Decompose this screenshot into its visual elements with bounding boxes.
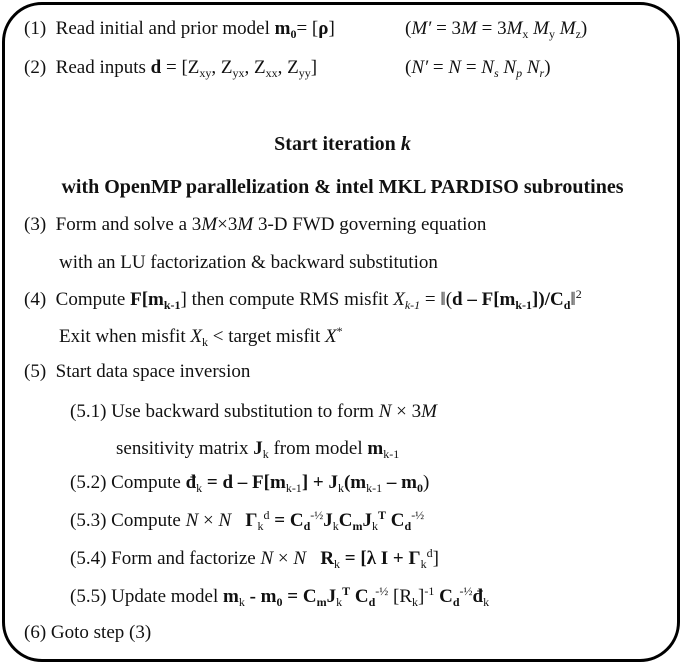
symbol: = [λ I + Γ: [340, 548, 421, 569]
text: , Z: [211, 57, 233, 78]
step-3: [24, 214, 486, 236]
subscript: k-1: [285, 481, 302, 495]
subscript: k: [332, 519, 339, 533]
text: from model: [268, 438, 368, 459]
subscript: m: [352, 519, 363, 533]
text: = [Z: [161, 57, 200, 78]
superscript: -½: [411, 508, 425, 522]
symbol: m: [274, 18, 291, 39]
symbol: = d – F[m: [202, 472, 286, 493]
text: Goto step (3): [50, 622, 152, 643]
step-1-note: [405, 18, 587, 40]
subscript: k: [372, 519, 378, 533]
text: Compute: [111, 510, 186, 531]
step-number: (5.1): [70, 401, 107, 422]
step-number: (2): [24, 57, 47, 78]
step-5-3: [70, 510, 424, 532]
symbol: J: [323, 510, 333, 531]
subscript: k: [334, 557, 341, 571]
symbol: Γ: [245, 510, 258, 531]
superscript: d: [426, 546, 433, 560]
symbol: = C: [282, 586, 317, 607]
subscript: k: [337, 481, 344, 495]
symbol: - m: [244, 586, 277, 607]
symbol: (m: [343, 472, 367, 493]
step-number: (3): [24, 214, 47, 235]
symbol: M: [506, 18, 523, 39]
step-number: (5): [24, 361, 47, 382]
step-text: Read initial and prior model: [55, 18, 270, 39]
symbol: C: [386, 510, 405, 531]
subscript: k: [262, 447, 269, 461]
superscript: *: [336, 324, 343, 338]
text: ]: [432, 548, 439, 569]
text: ] then compute RMS misfit: [180, 289, 394, 310]
subscript: s: [493, 66, 499, 80]
text: Exit when misfit: [59, 326, 191, 347]
superscript: -1: [424, 584, 435, 598]
text: , Z: [277, 57, 299, 78]
subscript: k-1: [366, 481, 383, 495]
step-number: (5.2): [70, 472, 107, 493]
step-3-line-2: [59, 252, 438, 274]
symbol: F: [481, 289, 494, 310]
subscript: k-1: [383, 447, 400, 461]
symbol: N: [503, 57, 517, 78]
heading-start-iteration: [0, 133, 685, 155]
subscript: k-1: [515, 298, 533, 312]
text: with an LU factorization & backward substitution: [59, 252, 438, 273]
subscript: 0: [290, 27, 297, 41]
step-5-4: [70, 548, 439, 570]
symbol: M: [461, 18, 477, 39]
text: 3-D FWD governing equation: [257, 214, 487, 235]
subscript: yx: [232, 66, 245, 80]
step-5-2: [70, 472, 429, 494]
text: ): [544, 57, 551, 78]
symbol: X: [190, 326, 203, 347]
text: ]: [328, 18, 335, 39]
text: =: [428, 57, 449, 78]
heading-parallelization: [0, 176, 685, 198]
text: Start iteration: [274, 133, 401, 155]
subscript: k: [420, 557, 427, 571]
step-4: [24, 289, 582, 311]
text: ): [580, 18, 588, 39]
text: (: [405, 57, 412, 78]
symbol: ] + J: [301, 472, 338, 493]
step-5-1: [70, 401, 437, 423]
superscript: d: [263, 508, 270, 522]
subscript: k: [412, 595, 418, 609]
subscript: k: [238, 595, 245, 609]
text: ×: [273, 548, 294, 569]
text: , Z: [244, 57, 266, 78]
step-4-line-2: [59, 326, 343, 348]
symbol: – m: [382, 472, 417, 493]
step-6: [24, 622, 151, 644]
symbol: N: [185, 510, 199, 531]
symbol: M: [237, 214, 254, 235]
symbol: N: [260, 548, 274, 569]
text: ×: [198, 510, 219, 531]
text: ): [422, 472, 430, 493]
symbol: d: [150, 57, 162, 78]
superscript: -½: [375, 584, 389, 598]
text: = [: [296, 18, 319, 39]
text: Use backward substitution to form: [111, 401, 379, 422]
symbol: đ: [185, 472, 197, 493]
symbol: X: [324, 326, 337, 347]
step-text: Read inputs: [55, 57, 146, 78]
symbol: N: [293, 548, 307, 569]
step-number: (5.5): [70, 586, 107, 607]
symbol: J: [362, 510, 372, 531]
subscript: k: [336, 595, 343, 609]
symbol: = C: [269, 510, 304, 531]
symbol: k: [400, 133, 411, 155]
subscript: xy: [199, 66, 212, 80]
text: sensitivity matrix: [116, 438, 254, 459]
text: = 3: [431, 18, 462, 39]
symbol: ρ: [318, 18, 329, 39]
step-5: [24, 361, 250, 383]
symbol: N: [448, 57, 462, 78]
step-2-note: [405, 57, 551, 79]
symbol: C: [434, 586, 453, 607]
text: ‖: [570, 289, 576, 310]
text: 3: [227, 214, 238, 235]
subscript: d: [303, 519, 311, 533]
text: –: [462, 289, 482, 310]
step-number: (4): [24, 289, 47, 310]
symbol: N: [378, 401, 392, 422]
text: ]: [418, 586, 425, 607]
subscript: d: [404, 519, 412, 533]
symbol: [m: [141, 289, 164, 310]
subscript: m: [316, 595, 327, 609]
symbol: C: [350, 586, 369, 607]
step-2: [24, 57, 317, 79]
symbol: M: [421, 401, 437, 422]
symbol: J: [326, 586, 337, 607]
step-number: (5.4): [70, 548, 107, 569]
text: with OpenMP parallelization & intel MKL PARDISO subroutines: [61, 176, 624, 198]
subscript: k: [257, 519, 264, 533]
symbol: [R: [388, 586, 412, 607]
subscript: xx: [265, 66, 278, 80]
symbol: F: [130, 289, 142, 310]
superscript: -½: [459, 584, 473, 598]
subscript: k-1: [163, 298, 181, 312]
symbol: X: [393, 289, 405, 310]
symbol: m: [223, 586, 239, 607]
superscript: T: [342, 584, 351, 598]
text: (: [405, 18, 412, 39]
symbol: M: [559, 18, 576, 39]
symbol: M: [201, 214, 218, 235]
subscript: z: [575, 27, 581, 41]
text: Start data space inversion: [55, 361, 251, 382]
text: Form and solve a 3: [55, 214, 202, 235]
symbol: N: [526, 57, 540, 78]
text: Compute: [55, 289, 131, 310]
superscript: 2: [575, 287, 582, 301]
symbol: R: [320, 548, 335, 569]
subscript: 0: [276, 595, 283, 609]
subscript: p: [516, 66, 523, 80]
text: Compute: [111, 472, 186, 493]
symbol: N: [481, 57, 494, 78]
superscript: T: [378, 508, 387, 522]
symbol: M′: [411, 18, 432, 39]
symbol: d: [452, 289, 463, 310]
subscript: d: [368, 595, 376, 609]
subscript: r: [539, 66, 545, 80]
text: Update model: [111, 586, 224, 607]
symbol: ])/C: [532, 289, 564, 310]
subscript: d: [563, 298, 571, 312]
symbol: đ: [472, 586, 484, 607]
text: ×: [217, 214, 228, 235]
text: =: [461, 57, 482, 78]
symbol: M: [533, 18, 549, 39]
subscript: k: [202, 335, 209, 349]
step-number: (6): [24, 622, 47, 643]
subscript: yy: [298, 66, 311, 80]
symbol: C: [338, 510, 353, 531]
subscript: k-1: [404, 298, 421, 312]
symbol: J: [253, 438, 263, 459]
subscript: k: [483, 595, 490, 609]
step-1: [24, 18, 335, 40]
text: = 3: [476, 18, 507, 39]
symbol: m: [367, 438, 384, 459]
step-number: (1): [24, 18, 47, 39]
text: < target misfit: [208, 326, 325, 347]
superscript: -½: [310, 508, 324, 522]
text: ]: [310, 57, 318, 78]
subscript: x: [522, 27, 529, 41]
step-number: (5.3): [70, 510, 107, 531]
symbol: N: [218, 510, 232, 531]
step-5-1-line-2: [116, 438, 399, 460]
symbol: [m: [493, 289, 516, 310]
subscript: y: [548, 27, 555, 41]
symbol: N′: [411, 57, 429, 78]
text: Form and factorize: [111, 548, 261, 569]
subscript: k: [196, 481, 203, 495]
text: = ‖(: [420, 289, 453, 310]
step-5-5: [70, 586, 489, 608]
text: × 3: [391, 401, 422, 422]
subscript: d: [452, 595, 460, 609]
subscript: 0: [416, 481, 423, 495]
